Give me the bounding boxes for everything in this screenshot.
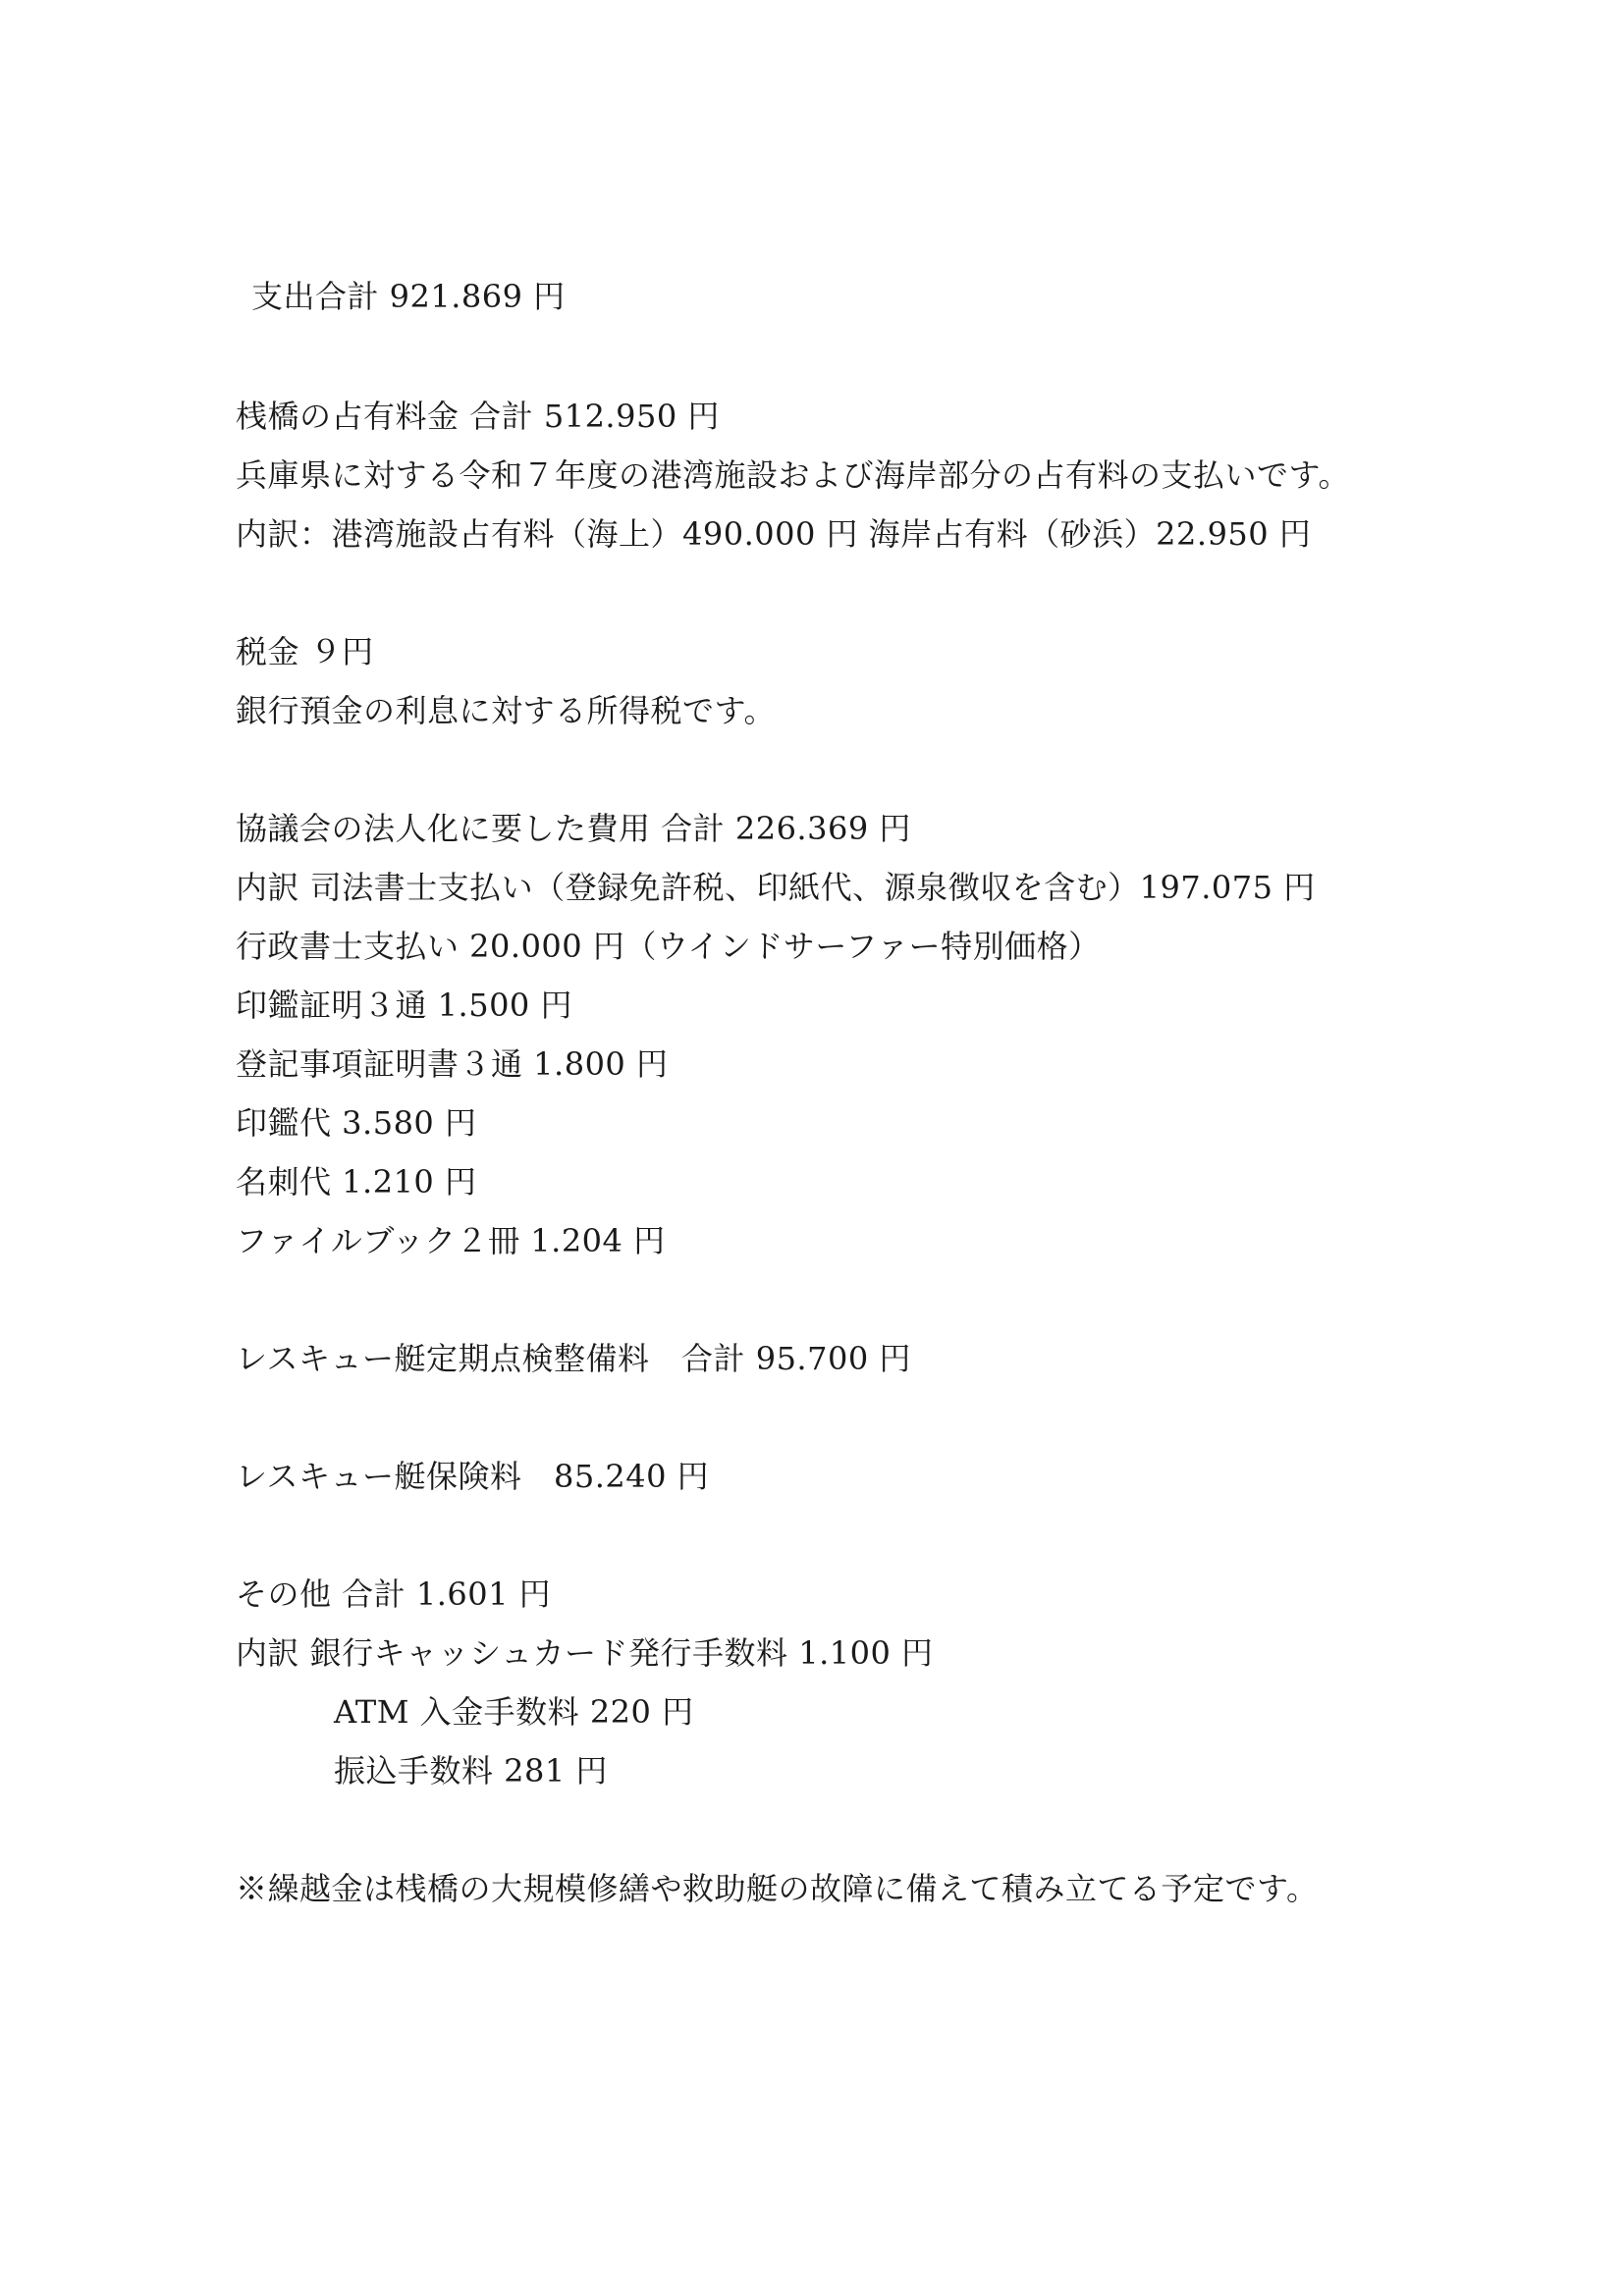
pier-fee-heading: 桟橋の占有料金 合計 512.950 円 — [236, 398, 720, 435]
other-heading: その他 合計 1.601 円 — [236, 1575, 552, 1613]
tax-heading: 税金 ９円 — [236, 633, 374, 670]
pier-fee-description: 兵庫県に対する令和７年度の港湾施設および海岸部分の占有料の支払いです。 — [236, 456, 1350, 494]
tax-description: 銀行預金の利息に対する所得税です。 — [236, 692, 776, 729]
incorporation-item: 名刺代 1.210 円 — [236, 1163, 477, 1201]
other-item: 振込手数料 281 円 — [334, 1752, 608, 1789]
incorporation-item: 登記事項証明書３通 1.800 円 — [236, 1045, 669, 1083]
rescue-insurance-heading: レスキュー艇保険料 85.240 円 — [236, 1458, 710, 1495]
incorporation-item: 内訳 司法書士支払い（登録免許税、印紙代、源泉徴収を含む）197.075 円 — [236, 869, 1316, 906]
other-item: 内訳 銀行キャッシュカード発行手数料 1.100 円 — [236, 1634, 934, 1672]
incorporation-item: ファイルブック２冊 1.204 円 — [236, 1222, 666, 1259]
incorporation-heading: 協議会の法人化に要した費用 合計 226.369 円 — [236, 810, 911, 847]
pier-fee-breakdown: 内訳：港湾施設占有料（海上）490.000 円 海岸占有料（砂浜）22.950 円 — [236, 515, 1312, 553]
incorporation-item: 印鑑証明３通 1.500 円 — [236, 987, 572, 1024]
incorporation-item: 行政書士支払い 20.000 円（ウインドサーファー特別価格） — [236, 928, 1101, 965]
expense-total: 支出合計 921.869 円 — [251, 278, 566, 315]
carryover-note: ※繰越金は桟橋の大規模修繕や救助艇の故障に備えて積み立てる予定です。 — [236, 1870, 1319, 1907]
rescue-maintenance-heading: レスキュー艇定期点検整備料 合計 95.700 円 — [236, 1340, 911, 1377]
other-item: ATM 入金手数料 220 円 — [334, 1693, 694, 1731]
incorporation-item: 印鑑代 3.580 円 — [236, 1104, 477, 1142]
